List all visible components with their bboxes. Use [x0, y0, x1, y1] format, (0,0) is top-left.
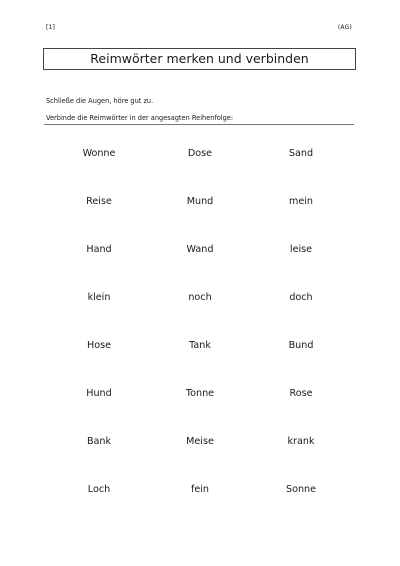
word-row	[0, 243, 400, 291]
rhyme-word: Tank	[189, 340, 211, 351]
word-row	[0, 435, 400, 483]
worksheet-code: (AG)	[337, 24, 352, 31]
rhyme-word: Bank	[86, 436, 112, 447]
instruction-listen: Schließe die Augen, höre gut zu.	[46, 97, 154, 105]
word-row	[0, 291, 400, 339]
rhyme-word: mein	[289, 196, 313, 207]
word-row	[0, 387, 400, 435]
rhyme-word: klein	[87, 292, 111, 303]
rhyme-word: Sonne	[285, 484, 317, 495]
rhyme-word: Sand	[288, 148, 314, 159]
rhyme-word: Rose	[289, 388, 313, 399]
word-row	[0, 483, 400, 531]
rhyme-word: Reise	[86, 196, 112, 207]
rhyme-word: Tonne	[185, 388, 215, 399]
worksheet-title: Reimwörter merken und verbinden	[43, 48, 356, 70]
word-row	[0, 147, 400, 195]
rhyme-word: noch	[188, 292, 212, 303]
rhyme-word: Hose	[87, 340, 111, 351]
rhyme-word: doch	[289, 292, 313, 303]
rhyme-word: fein	[190, 484, 210, 495]
divider-line	[44, 124, 354, 125]
rhyme-word: Wonne	[82, 148, 116, 159]
page-number: [1]	[46, 24, 56, 31]
rhyme-word: Hund	[86, 388, 112, 399]
rhyme-word: Wand	[186, 244, 214, 255]
instruction-connect: Verbinde die Reimwörter in der angesagten Reihenfolge:	[46, 114, 234, 122]
rhyme-word: Bund	[288, 340, 314, 351]
rhyme-word: krank	[287, 436, 315, 447]
word-row	[0, 195, 400, 243]
rhyme-word-grid	[0, 147, 400, 531]
rhyme-word: Dose	[187, 148, 213, 159]
rhyme-word: Meise	[186, 436, 214, 447]
rhyme-word: Mund	[186, 196, 214, 207]
rhyme-word: Loch	[87, 484, 111, 495]
rhyme-word: Hand	[86, 244, 112, 255]
word-row	[0, 339, 400, 387]
rhyme-word: leise	[289, 244, 313, 255]
